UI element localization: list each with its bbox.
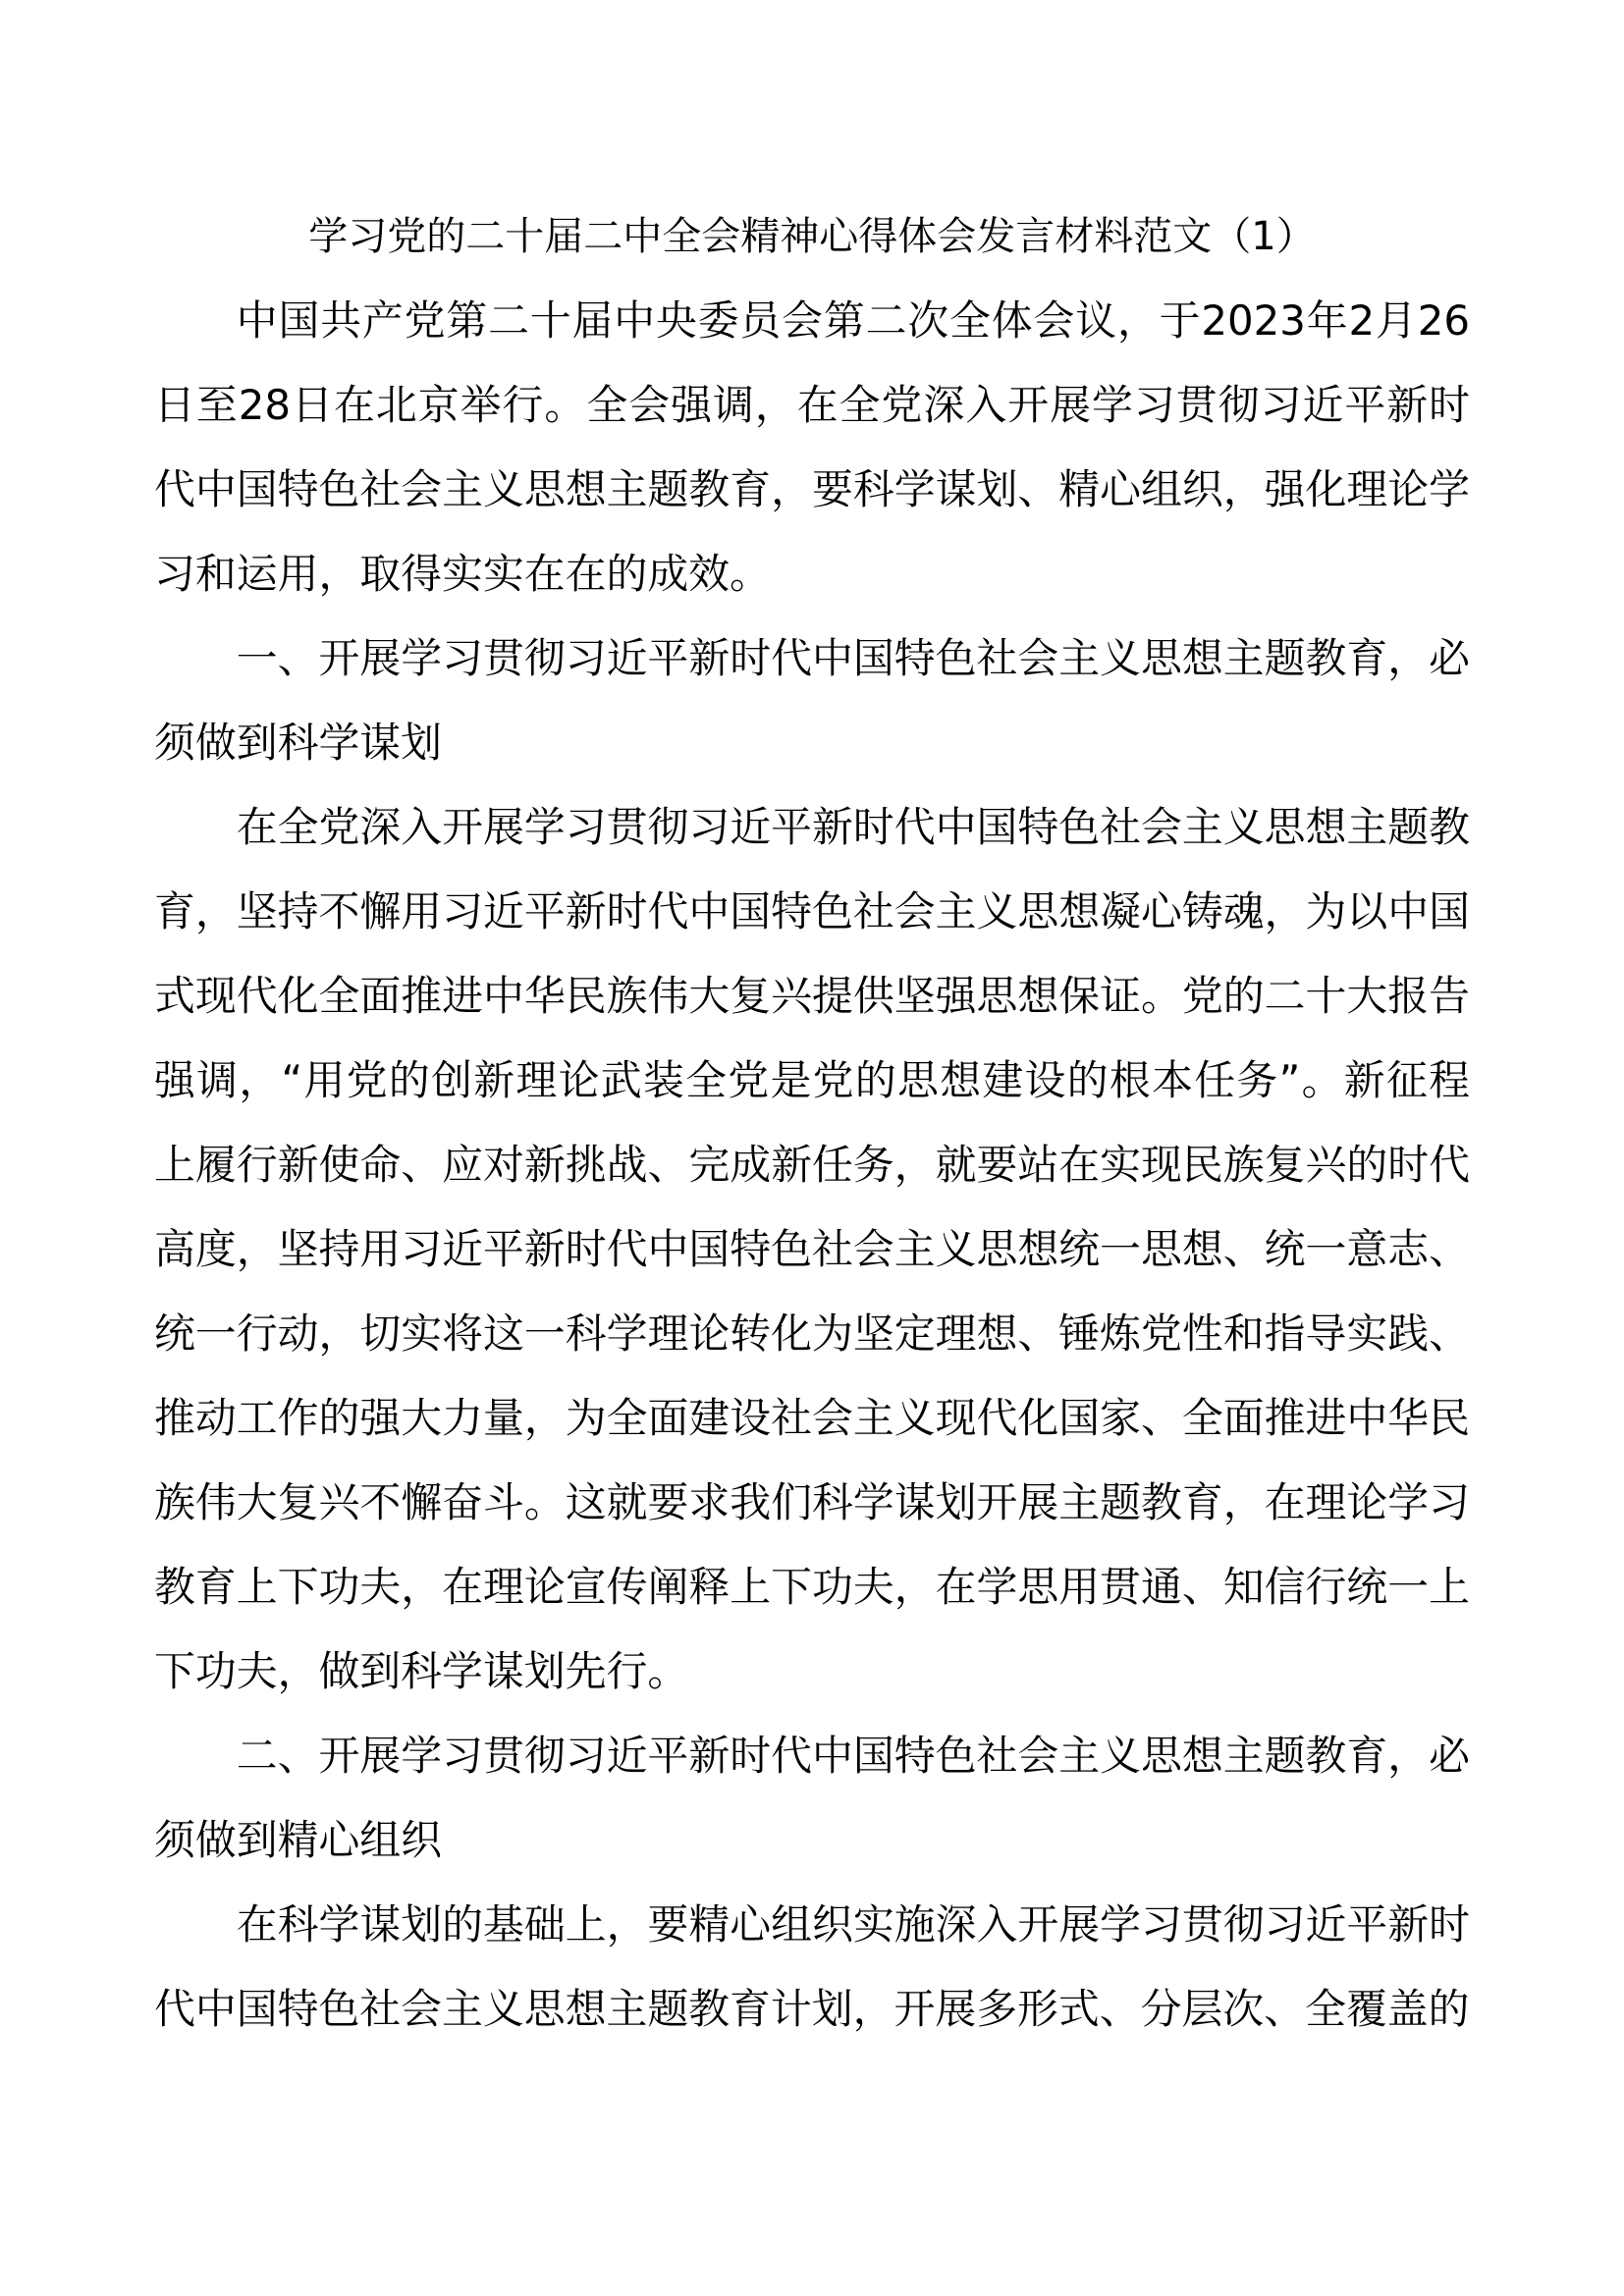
section-1-paragraph: 在全党深入开展学习贯彻习近平新时代中国特色社会主义思想主题教育，坚持不懈用习近平新时代中国特色社会主义思想凝心铸魂，为以中国式现代化全面推进中华民族伟大复兴提供坚强思想保证。党的二十大报告强调，“用党的创新理论武装全党是党的思想建设的根本任务”。新征程上履行新使命、应对新挑战、完成新任务，就要站在实现民族复兴的时代高度，坚持用习近平新时代中国特色社会主义思想统一思想、统一意志、统一行动，切实将这一科学理论转化为坚定理想、锤炼党性和指导实践、推动工作的强大力量，为全面建设社会主义现代化国家、全面推进中华民族伟大复兴不懈奋斗。这就要求我们科学谋划开展主题教育，在理论学习教育上下功夫，在理论宣传阐释上下功夫，在学思用贯通、知信行统一上下功夫，做到科学谋划先行。 xyxy=(154,803,1470,1695)
section-heading-1: 一、开展学习贯彻习近平新时代中国特色社会主义思想主题教育，必须做到科学谋划 xyxy=(154,634,1470,767)
intro-paragraph: 中国共产党第二十届中央委员会第二次全体会议，于2023年2月26日至28日在北京举行。全会强调，在全党深入开展学习贯彻习近平新时代中国特色社会主义思想主题教育，要科学谋划、精心组织，强化理论学习和运用，取得实实在在的成效。 xyxy=(154,296,1470,598)
section-heading-2: 二、开展学习贯彻习近平新时代中国特色社会主义思想主题教育，必须做到精心组织 xyxy=(154,1732,1470,1864)
document-title: 学习党的二十届二中全会精神心得体会发言材料范文（1） xyxy=(308,214,1316,259)
document-page xyxy=(154,194,1470,2052)
section-2-paragraph: 在科学谋划的基础上，要精心组织实施深入开展学习贯彻习近平新时代中国特色社会主义思想主题教育计划，开展多形式、分层次、全覆盖的 xyxy=(154,1900,1470,2033)
